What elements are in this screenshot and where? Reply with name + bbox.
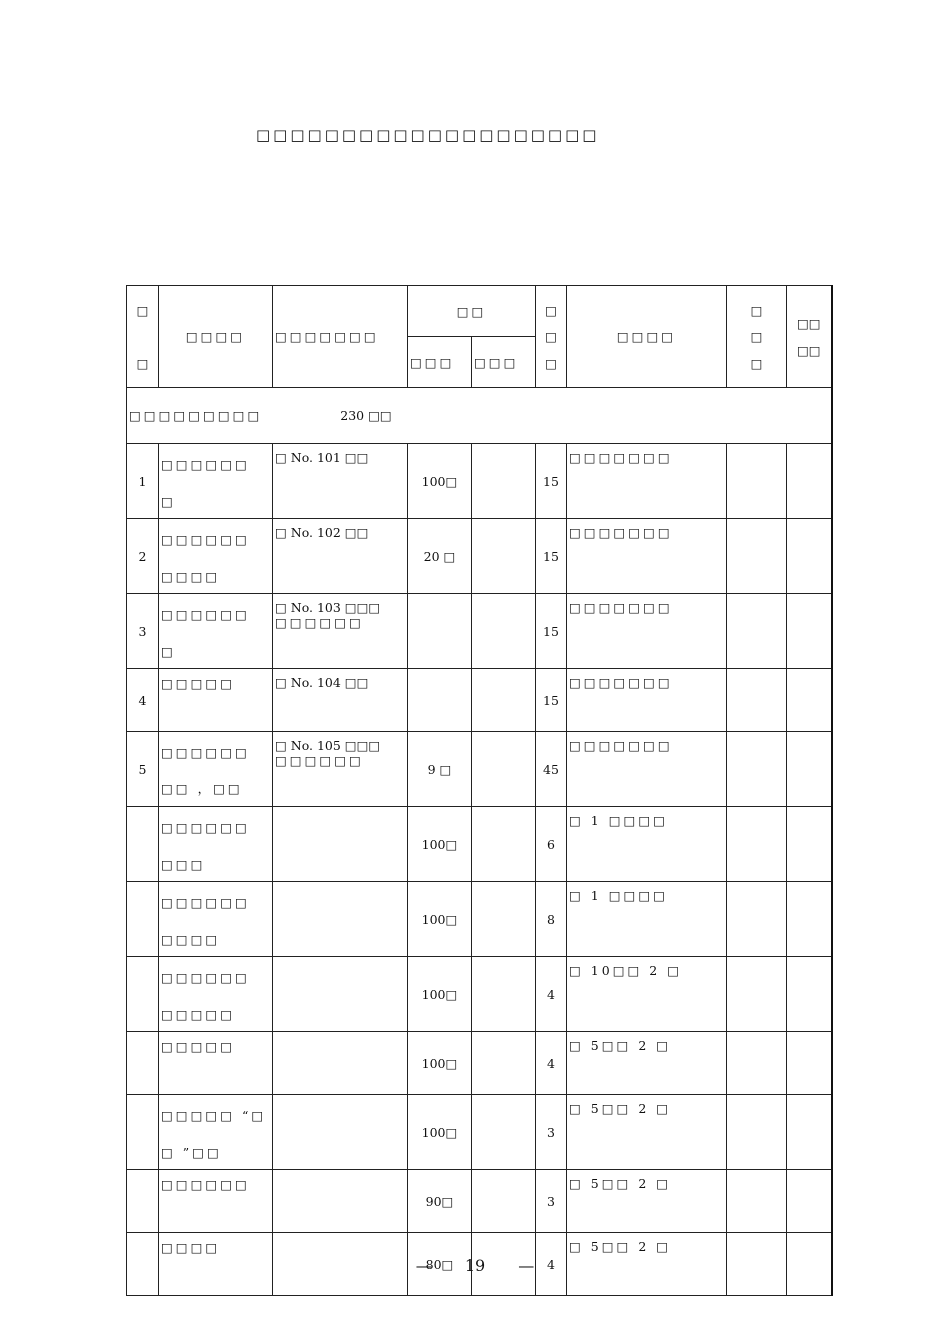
row-score: 100□ [408, 957, 472, 1032]
row-note [787, 957, 832, 1032]
row-weight: 4 [536, 957, 567, 1032]
row-no: 1 [127, 444, 159, 519]
row-code: □ No. 101 □□ [273, 444, 408, 519]
footer-dash-left: — [415, 1256, 432, 1275]
table-row [127, 1032, 832, 1095]
row-name: □□□□□□ □□□ [159, 807, 273, 882]
row-method: □□□□□□□ [567, 594, 727, 669]
row-score-b [472, 669, 536, 732]
row-no [127, 807, 159, 882]
row-weight: 45 [536, 732, 567, 807]
row-weight: 15 [536, 594, 567, 669]
row-name: □□□□□□ □□ ，□□ [159, 732, 273, 807]
row-no [127, 1032, 159, 1095]
header-score-a: □□□ [408, 337, 472, 388]
table-row [127, 1095, 832, 1170]
header-row [127, 286, 832, 337]
row-no [127, 1095, 159, 1170]
row-name: □□□□□□ □ [159, 444, 273, 519]
row-code [273, 882, 408, 957]
table-row [127, 807, 832, 882]
row-weight: 4 [536, 1233, 567, 1296]
assessment-table [126, 285, 833, 1296]
row-method: □ 5□□ 2 □ [567, 1233, 727, 1296]
row-score: 20 □ [408, 519, 472, 594]
row-score: 100□ [408, 1032, 472, 1095]
row-method: □ 10□□ 2 □ [567, 957, 727, 1032]
row-score-b [472, 732, 536, 807]
row-name: □□□□ [159, 1233, 273, 1296]
row-method: □ 5□□ 2 □ [567, 1032, 727, 1095]
row-note [787, 732, 832, 807]
row-score-b [472, 1032, 536, 1095]
row-no [127, 1170, 159, 1233]
header-score-b: □□□ [472, 337, 536, 388]
row-check [727, 882, 787, 957]
row-name: □□□□□□ [159, 1170, 273, 1233]
row-score: 80□ [408, 1233, 472, 1296]
row-score-b [472, 1095, 536, 1170]
row-check [727, 1095, 787, 1170]
row-weight: 3 [536, 1170, 567, 1233]
row-score-b [472, 519, 536, 594]
table-row [127, 444, 832, 519]
row-weight: 4 [536, 1032, 567, 1095]
row-code [273, 1032, 408, 1095]
row-score-b [472, 807, 536, 882]
row-no: 3 [127, 594, 159, 669]
row-score-b [472, 882, 536, 957]
row-code: □ No. 104 □□ [273, 669, 408, 732]
row-note [787, 669, 832, 732]
row-check [727, 1170, 787, 1233]
row-note [787, 807, 832, 882]
row-note [787, 594, 832, 669]
table-row [127, 594, 832, 669]
row-weight: 8 [536, 882, 567, 957]
row-check [727, 957, 787, 1032]
section-value: 230 □□ [340, 408, 392, 423]
row-name: □□□□□ [159, 1032, 273, 1095]
row-note [787, 882, 832, 957]
row-method: □ 1 □□□□ [567, 807, 727, 882]
header-no: □ □ [127, 286, 159, 388]
row-score: 100□ [408, 807, 472, 882]
row-weight: 15 [536, 519, 567, 594]
row-no: 2 [127, 519, 159, 594]
row-weight: 15 [536, 444, 567, 519]
row-weight: 3 [536, 1095, 567, 1170]
row-check [727, 1032, 787, 1095]
row-check [727, 519, 787, 594]
header-score: □□ [408, 286, 536, 337]
row-check [727, 732, 787, 807]
row-code: □ No. 103 □□□ □□□□□□ [273, 594, 408, 669]
row-method: □□□□□□□ [567, 669, 727, 732]
page-title: □□□□□□□□□□□□□□□□□□□□ [256, 126, 600, 144]
row-score-b [472, 594, 536, 669]
row-note [787, 1095, 832, 1170]
row-method: □□□□□□□ [567, 732, 727, 807]
row-score: 9 □ [408, 732, 472, 807]
row-name: □□□□□□ □□□□ [159, 519, 273, 594]
row-check [727, 807, 787, 882]
row-check [727, 669, 787, 732]
row-score: 100□ [408, 444, 472, 519]
row-code [273, 807, 408, 882]
row-code [273, 1095, 408, 1170]
table-row [127, 519, 832, 594]
row-code [273, 957, 408, 1032]
row-note [787, 444, 832, 519]
table-row [127, 669, 832, 732]
header-check: □ □ □ [727, 286, 787, 388]
row-note [787, 1170, 832, 1233]
row-method: □ 5□□ 2 □ [567, 1095, 727, 1170]
header-name: □□□□ [159, 286, 273, 388]
row-note [787, 1032, 832, 1095]
section-row [127, 388, 832, 444]
page-footer [0, 1256, 950, 1275]
row-no: 5 [127, 732, 159, 807]
row-name: □□□□□□ □ [159, 594, 273, 669]
row-name: □□□□□ [159, 669, 273, 732]
row-score-b [472, 957, 536, 1032]
row-score: 100□ [408, 882, 472, 957]
row-score: 100□ [408, 1095, 472, 1170]
row-method: □ 1 □□□□ [567, 882, 727, 957]
row-score-b [472, 444, 536, 519]
section-label: □□□□□□□□□ [129, 408, 263, 423]
row-score [408, 594, 472, 669]
row-no [127, 957, 159, 1032]
row-no [127, 882, 159, 957]
row-method: □ 5□□ 2 □ [567, 1170, 727, 1233]
row-code: □ No. 102 □□ [273, 519, 408, 594]
header-method: □□□□ [567, 286, 727, 388]
row-score: 90□ [408, 1170, 472, 1233]
row-name: □□□□□□ □□□□ [159, 882, 273, 957]
header-weight: □ □ □ [536, 286, 567, 388]
row-check [727, 594, 787, 669]
row-weight: 15 [536, 669, 567, 732]
row-check [727, 444, 787, 519]
page-number: 19 [464, 1256, 486, 1275]
row-name: □□□□□ “□ □ ”□□ [159, 1095, 273, 1170]
table-row [127, 1170, 832, 1233]
row-score [408, 669, 472, 732]
row-name: □□□□□□ □□□□□ [159, 957, 273, 1032]
table-row [127, 882, 832, 957]
row-weight: 6 [536, 807, 567, 882]
footer-dash-right: — [518, 1256, 535, 1275]
row-code: □ No. 105 □□□ □□□□□□ [273, 732, 408, 807]
header-note: □□ □□ [787, 286, 832, 388]
table-row [127, 732, 832, 807]
row-method: □□□□□□□ [567, 519, 727, 594]
row-score-b [472, 1170, 536, 1233]
row-code [273, 1170, 408, 1233]
header-code: □□□□□□□ [273, 286, 408, 388]
row-method: □□□□□□□ [567, 444, 727, 519]
row-no: 4 [127, 669, 159, 732]
row-note [787, 519, 832, 594]
table-row [127, 957, 832, 1032]
